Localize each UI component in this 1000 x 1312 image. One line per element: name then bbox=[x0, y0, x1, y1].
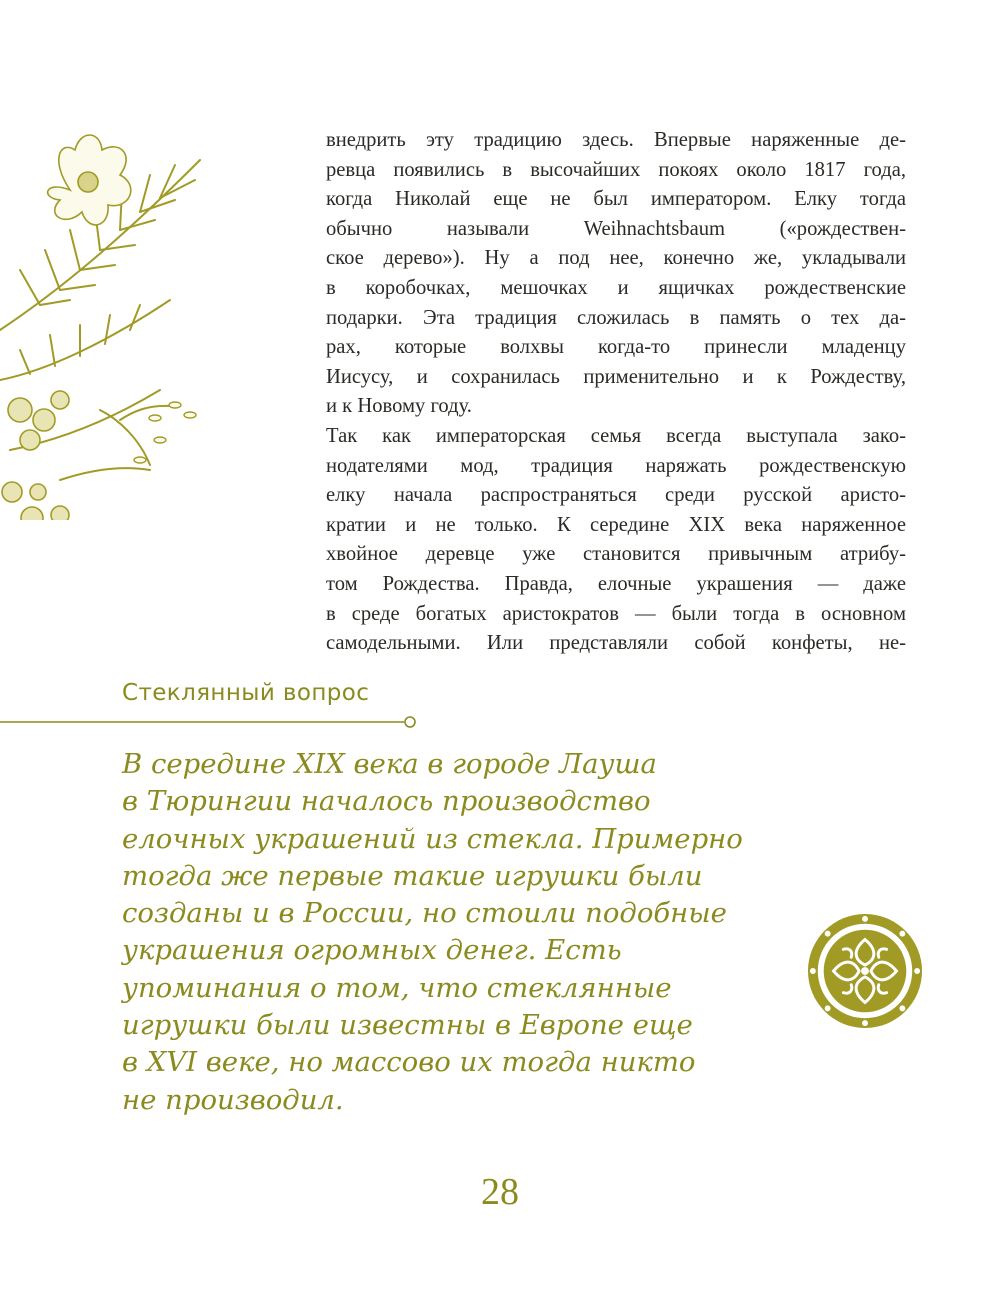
sidebar-title: Стеклянный вопрос bbox=[122, 680, 370, 706]
article-line: Иисусу, и сохранилась применительно и к Рождеству, bbox=[326, 365, 906, 388]
article-line: том Рождества. Правда, елочные украшения — даже bbox=[326, 572, 906, 595]
sidebar-line: в XVI веке, но массово их тогда никто bbox=[122, 1046, 696, 1079]
sidebar-line: в Тюрингии началось производство bbox=[122, 785, 651, 818]
article-line: ское дерево»). Ну а под нее, конечно же, укладывали bbox=[326, 247, 906, 270]
article-line: обычно называли Weihnachtsbaum («рождествен- bbox=[326, 217, 906, 240]
article-line: кратии и не только. К середине XIX века наряженное bbox=[326, 513, 906, 536]
article-line: рах, которые волхвы когда-то принесли младенцу bbox=[326, 336, 906, 359]
article-line: подарки. Эта традиция сложилась в память о тех да- bbox=[326, 306, 906, 329]
article-line: в коробочках, мешочках и ящичках рождественские bbox=[326, 276, 906, 299]
article-line: и к Новому году. bbox=[326, 395, 472, 418]
article-line: ревца появились в высочайших покоях около 1817 года, bbox=[326, 158, 906, 181]
article-line: когда Николай еще не был императором. Елку тогда bbox=[326, 188, 906, 211]
sidebar-line: игрушки были известны в Европе еще bbox=[122, 1009, 693, 1042]
article-line: внедрить эту традицию здесь. Впервые наряженные де- bbox=[326, 129, 906, 151]
sidebar-line: украшения огромных денег. Есть bbox=[122, 934, 622, 967]
sidebar-line: В середине XIX века в городе Лауша bbox=[122, 748, 657, 780]
article-line: Так как императорская семья всегда выступала зако- bbox=[326, 424, 906, 447]
pine-branch-illustration-icon bbox=[0, 120, 260, 520]
title-divider bbox=[0, 710, 420, 734]
sidebar-line: созданы и в России, но стоили подобные bbox=[122, 897, 727, 930]
article-line: хвойное деревце уже становится привычным атрибу- bbox=[326, 543, 906, 566]
article-line: самодельными. Или представляли собой конфеты, не- bbox=[326, 632, 906, 655]
round-ornament-icon bbox=[806, 912, 924, 1030]
sidebar-line: не производил. bbox=[122, 1083, 344, 1116]
article-line: нодателями мод, традиция наряжать рождественскую bbox=[326, 454, 906, 477]
sidebar-line: тогда же первые такие игрушки были bbox=[122, 859, 703, 892]
article-line: елку начала распространяться среди русской аристо- bbox=[326, 484, 906, 507]
sidebar-line: упоминания о том, что стеклянные bbox=[122, 971, 672, 1004]
sidebar-body bbox=[122, 746, 742, 1119]
page-number: 28 bbox=[481, 1171, 519, 1213]
article-body bbox=[326, 126, 906, 659]
article-line: в среде богатых аристократов — были тогда в основном bbox=[326, 602, 906, 625]
sidebar-line: елочных украшений из стекла. Примерно bbox=[122, 822, 743, 855]
